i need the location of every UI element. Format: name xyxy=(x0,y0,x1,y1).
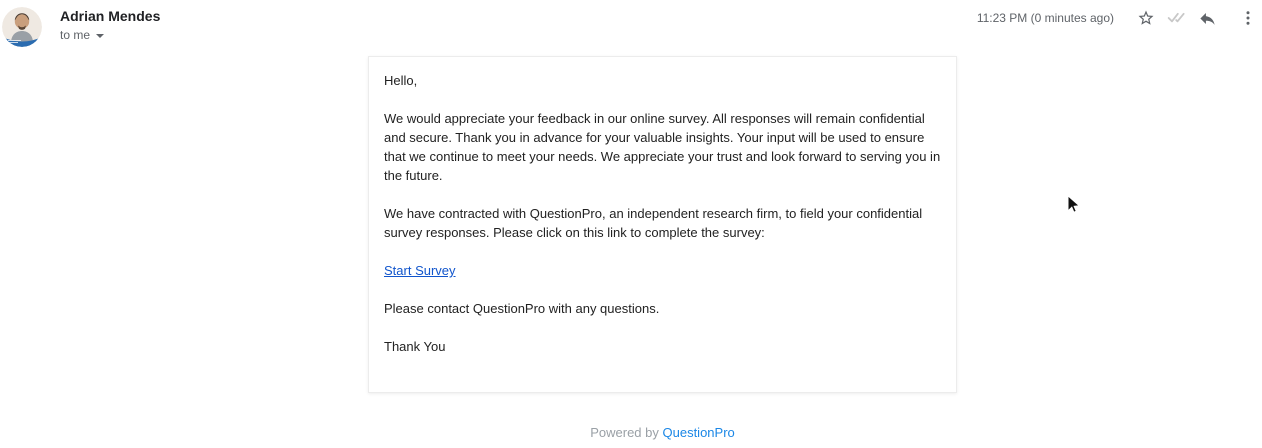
timestamp: 11:23 PM (0 minutes ago) xyxy=(976,11,1114,25)
more-options-icon[interactable] xyxy=(1238,8,1258,28)
footer xyxy=(368,425,957,440)
body-paragraph-2: We have contracted with QuestionPro, an independent research firm, to field your confidential survey responses. Please click on this link to complete the survey: xyxy=(384,206,923,240)
recipient-label: to me xyxy=(60,28,91,42)
closing-text: Thank You xyxy=(384,339,446,354)
reply-icon[interactable] xyxy=(1197,8,1217,28)
avatar-photo xyxy=(2,7,42,47)
body-paragraph-3: Please contact QuestionPro with any questions. xyxy=(384,301,660,316)
star-icon[interactable] xyxy=(1136,8,1156,28)
email-header xyxy=(0,0,1262,52)
start-survey-link[interactable]: Start Survey xyxy=(384,263,456,278)
sender-name: Adrian Mendes xyxy=(60,8,161,24)
header-actions xyxy=(977,6,1262,30)
questionpro-link[interactable]: QuestionPro xyxy=(662,425,735,440)
double-check-icon xyxy=(1167,8,1187,28)
chevron-down-icon xyxy=(96,34,104,38)
avatar[interactable] xyxy=(2,7,42,47)
mouse-cursor xyxy=(1063,193,1085,220)
email-body-card xyxy=(368,56,957,393)
greeting-text: Hello, xyxy=(384,73,418,88)
recipient-dropdown[interactable] xyxy=(60,28,104,42)
body-paragraph-1: We would appreciate your feedback in our online survey. All responses will remain confidential and secure. Thank you in advance for your valuable insights. Your input will be used to ensure that we continue to meet your needs. We appreciate your trust and look forward to serving you in the future. xyxy=(384,111,941,183)
powered-by-text: Powered by xyxy=(590,425,659,440)
